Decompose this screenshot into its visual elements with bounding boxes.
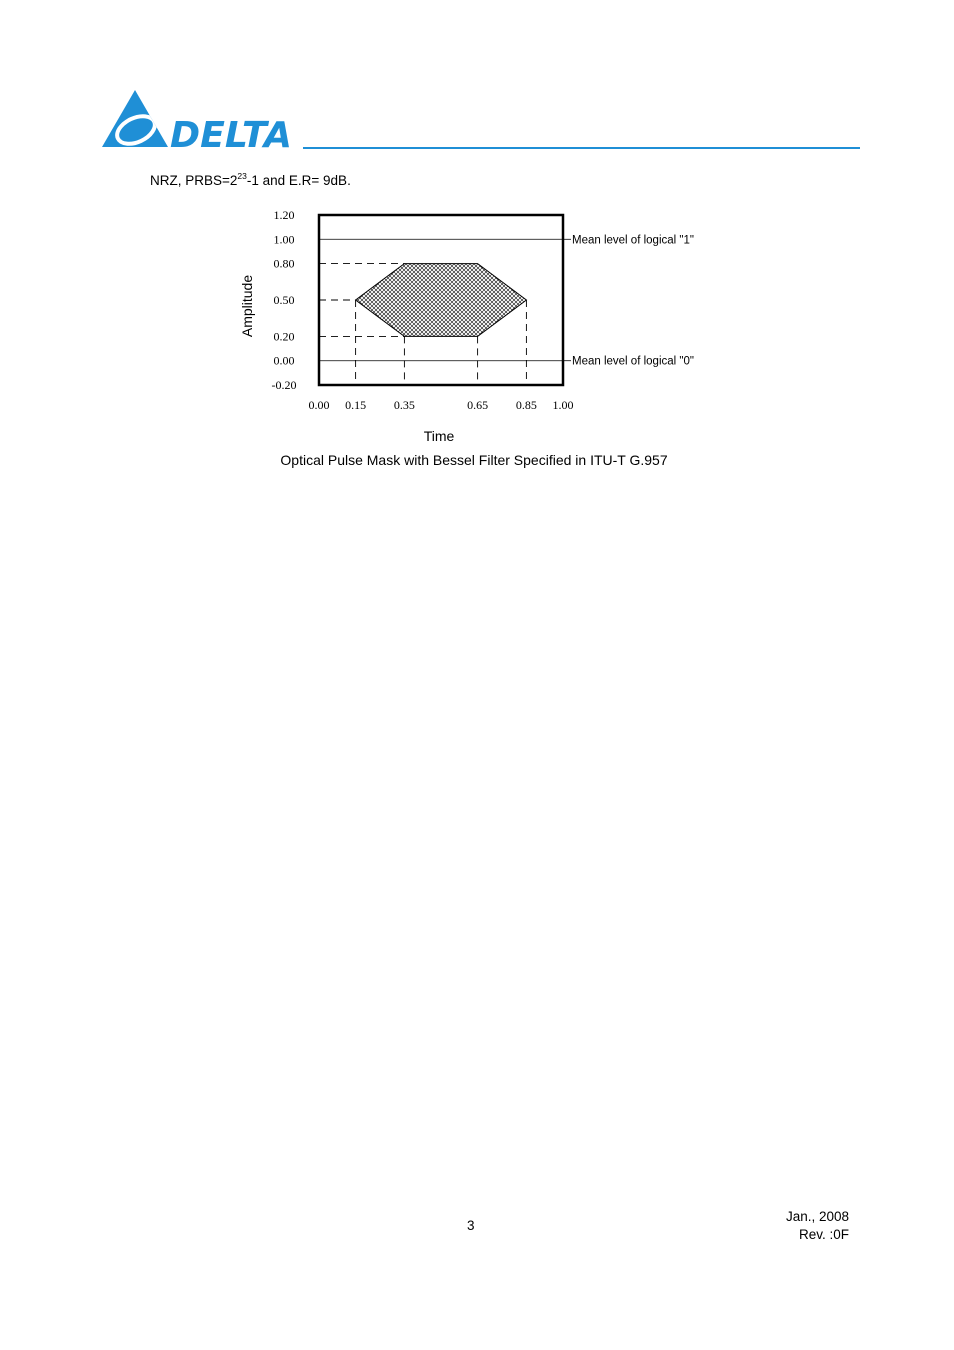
logo-wordmark: DELTA: [170, 115, 292, 150]
x-axis-label: Time: [423, 428, 455, 444]
pulse-mask-chart: [230, 200, 730, 480]
revision-block: [786, 1208, 849, 1244]
x-tick-label: 1.00: [552, 398, 574, 412]
page-number: 3: [467, 1218, 475, 1233]
y-tick-label: 0.50: [273, 293, 295, 307]
y-tick-label: 0.00: [273, 353, 295, 368]
intro-superscript: 23: [237, 171, 247, 181]
reference-labels: [572, 234, 694, 367]
reference-label: Mean level of logical "0": [572, 355, 694, 368]
mask-region: [356, 264, 527, 337]
y-tick-label: 0.80: [273, 256, 295, 271]
revision-number: Rev. :0F: [798, 1227, 849, 1242]
x-tick-labels: [309, 398, 574, 412]
x-tick-label: 0.65: [467, 398, 489, 412]
delta-logo: [100, 88, 300, 150]
y-axis-label: Amplitude: [239, 274, 255, 338]
intro-text: [150, 173, 351, 188]
header-rule: [303, 147, 860, 149]
revision-date: Jan., 2008: [785, 1209, 849, 1224]
intro-text-before: NRZ, PRBS=2: [150, 173, 238, 188]
reference-label: Mean level of logical "1": [572, 234, 694, 247]
x-tick-label: 0.15: [345, 398, 367, 412]
y-tick-labels: [272, 208, 297, 392]
y-tick-label: 1.00: [273, 232, 295, 247]
x-tick-label: 0.85: [515, 398, 537, 412]
y-tick-label: 1.20: [273, 208, 295, 222]
x-tick-label: 0.35: [393, 398, 415, 412]
intro-text-after: -1 and E.R= 9dB.: [246, 173, 351, 188]
y-tick-label: 0.20: [273, 329, 295, 344]
chart-caption: Optical Pulse Mask with Bessel Filter Specified in ITU-T G.957: [280, 452, 668, 468]
y-tick-label: -0.20: [271, 378, 297, 392]
x-tick-label: 0.00: [308, 398, 330, 412]
